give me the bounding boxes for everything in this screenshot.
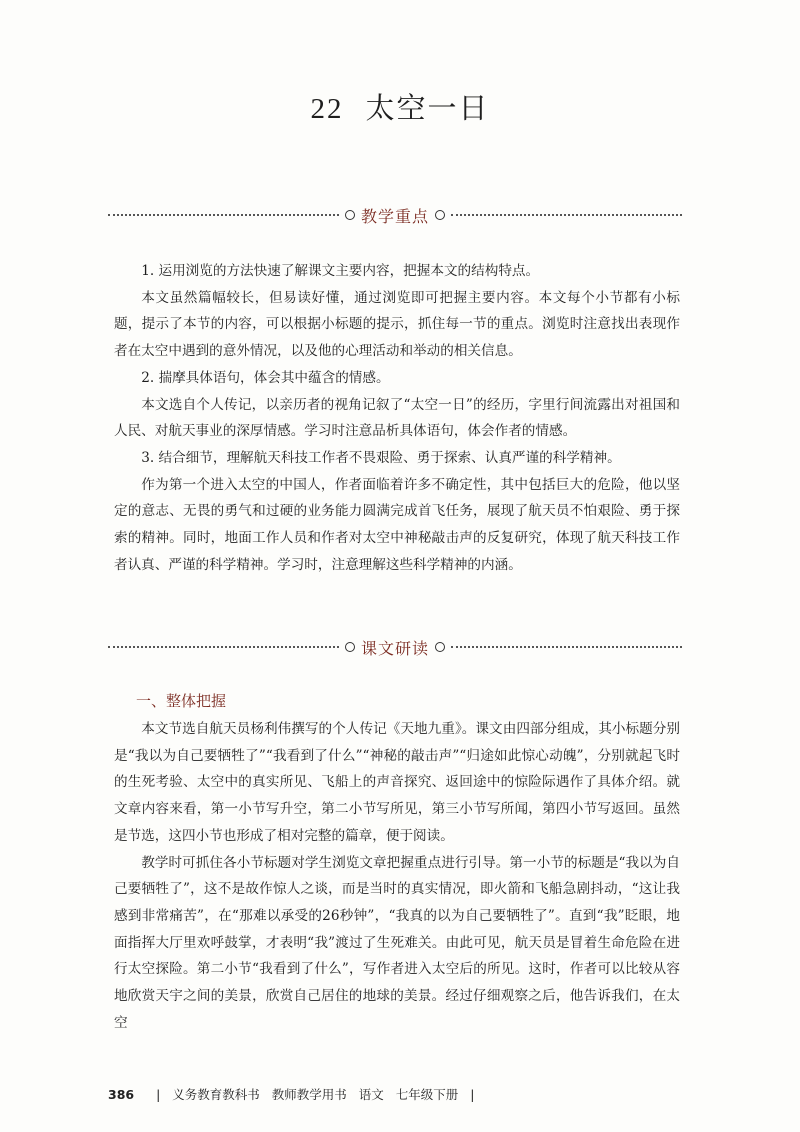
page-number: 386 xyxy=(108,1087,135,1102)
circle-icon xyxy=(345,210,355,220)
reading-body xyxy=(114,716,680,1036)
paragraph: 本文节选自航天员杨利伟撰写的个人传记《天地九重》。课文由四部分组成，其小标题分别是“我以为自己要牺牲了”“我看到了什么”“神秘的敲击声”“归途如此惊心动魄”，分别就起飞时的生死考验、太空中的真实所见、飞船上的声音探究、返回途中的惊险际遇作了具体介绍。就文章内容来看，第一小节写升空，第二小节写所见，第三小节写所闻，第四小节写返回。虽然是节选，这四小节也形成了相对完整的篇章，便于阅读。 xyxy=(114,721,680,844)
footer-book: 教师教学用书 xyxy=(271,1087,347,1102)
page-footer xyxy=(108,1085,483,1103)
circle-icon xyxy=(345,642,355,652)
paragraph: 本文选自个人传记，以亲历者的视角记叙了“太空一日”的经历，字里行间流露出对祖国和人民、对航天事业的深厚情感。学习时注意品析具体语句，体会作者的情感。 xyxy=(114,396,680,440)
subheading: 一、整体把握 xyxy=(136,692,227,710)
lesson-number: 22 xyxy=(310,93,344,125)
dotted-rule xyxy=(451,214,682,216)
paragraph: 2. 揣摩具体语句，体会其中蕴含的情感。 xyxy=(141,369,390,386)
section-heading-focus xyxy=(108,203,682,227)
section-label: 课文研读 xyxy=(361,638,430,658)
paragraph: 本文虽然篇幅较长，但易读好懂，通过浏览即可把握主要内容。本文每个小节都有小标题，提示了本节的内容，可以根据小标题的提示，抓住每一节的重点。浏览时注意找出表现作者在太空中遇到的意外情况，以及他的心理活动和举动的相关信息。 xyxy=(114,289,680,360)
dotted-rule xyxy=(108,214,339,216)
circle-icon xyxy=(435,210,445,220)
lesson-title: 太空一日 xyxy=(365,93,490,125)
paragraph: 3. 结合细节，理解航天科技工作者不畏艰险、勇于探索、认真严谨的科学精神。 xyxy=(141,449,621,466)
section-label: 教学重点 xyxy=(361,206,430,226)
paragraph: 教学时可抓住各小节标题对学生浏览文章把握重点进行引导。第一小节的标题是“我以为自己要牺牲了”，这不是故作惊人之谈，而是当时的真实情况，即火箭和飞船急剧抖动，“这让我感到非常痛苦”，在“那难以承受的26秒钟”，“我真的以为自己要牺牲了”。直到“我”眨眼，地面指挥大厅里欢呼鼓掌，才表明“我”渡过了生死难关。由此可见，航天员是冒着生命危险在进行太空探险。第二小节“我看到了什么”，写作者进入太空后的所见。这时，作者可以比较从容地欣赏天宇之间的美景，欣赏自己居住的地球的美景。经过仔细观察之后，他告诉我们，在太空 xyxy=(114,854,680,1031)
paragraph: 1. 运用浏览的方法快速了解课文主要内容，把握本文的结构特点。 xyxy=(141,263,540,279)
dotted-rule xyxy=(108,646,339,648)
dotted-rule xyxy=(451,646,682,648)
circle-icon xyxy=(435,642,445,652)
divider: | xyxy=(470,1087,475,1102)
page-title xyxy=(0,86,800,127)
section-heading-reading xyxy=(108,635,682,659)
focus-body xyxy=(114,258,680,578)
footer-subject: 语文 xyxy=(358,1087,384,1102)
footer-series: 义务教育教科书 xyxy=(172,1087,260,1102)
footer-grade: 七年级下册 xyxy=(395,1087,459,1102)
divider: | xyxy=(156,1087,161,1102)
paragraph: 作为第一个进入太空的中国人，作者面临着许多不确定性，其中包括巨大的危险，他以坚定的意志、无畏的勇气和过硬的业务能力圆满完成首飞任务，展现了航天员不怕艰险、勇于探索的精神。同时，地面工作人员和作者对太空中神秘敲击声的反复研究，体现了航天科技工作者认真、严谨的科学精神。学习时，注意理解这些科学精神的内涵。 xyxy=(114,476,680,573)
